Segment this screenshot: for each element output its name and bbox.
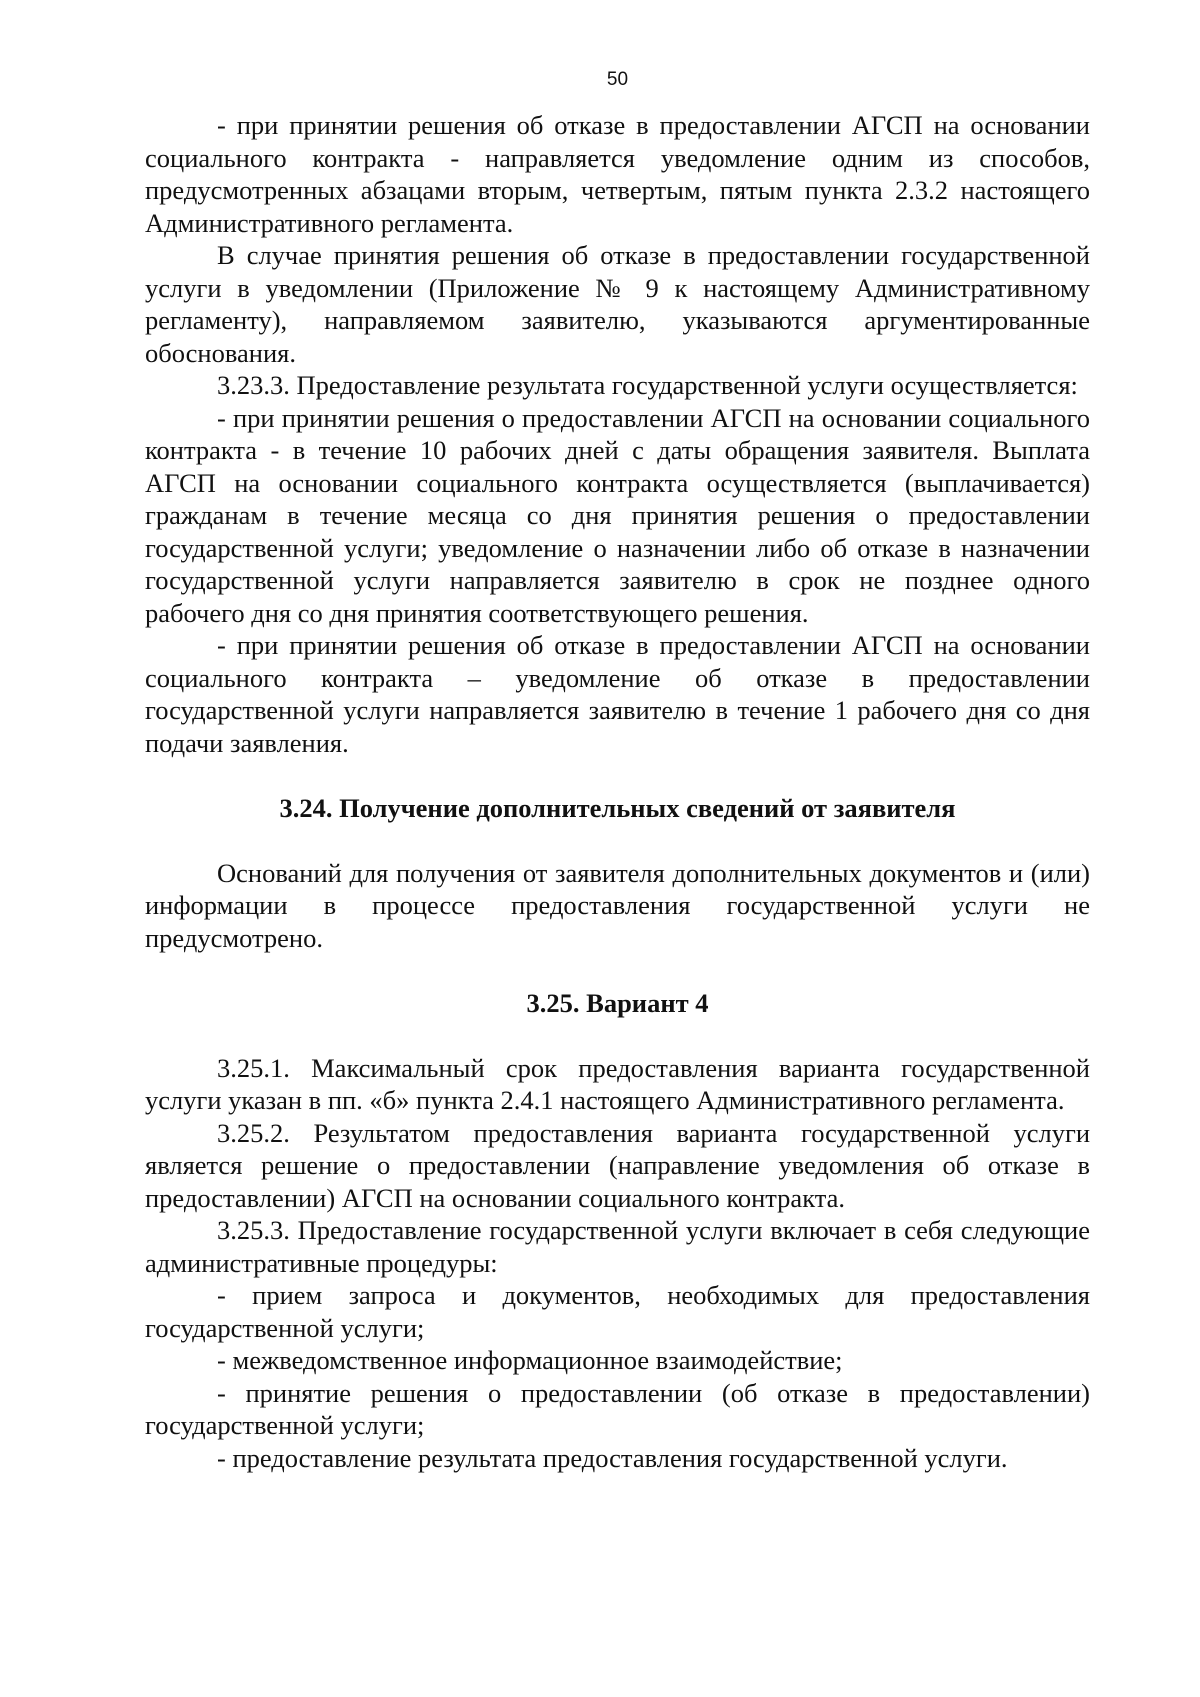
paragraph: - при принятии решения об отказе в предоставлении АГСП на основании социального контракта – уведомление об отказе в предоставлении государственной услуги направляется заявителю в течение 1 рабочего дня со дня подачи заявления.: [145, 630, 1090, 758]
paragraph: 3.25.1. Максимальный срок предоставления варианта государственной услуги указан в пп. «б» пункта 2.4.1 настоящего Административного регламента.: [145, 1052, 1090, 1115]
section-heading-3-25: 3.25. Вариант 4: [526, 987, 709, 1018]
paragraph: 3.25.3. Предоставление государственной услуги включает в себя следующие административные процедуры:: [145, 1215, 1090, 1278]
paragraph: В случае принятия решения об отказе в предоставлении государственной услуги в уведомлении (Приложение № 9 к настоящему Административному регламенту), направляемом заявителю, указываются аргументированные обоснования.: [145, 240, 1090, 368]
paragraph: - при принятии решения о предоставлении АГСП на основании социального контракта - в течение 10 рабочих дней с даты обращения заявителя. Выплата АГСП на основании социального контракта осуществляется (выплачивается) гражданам в течение месяца со дня принятия решения о предоставлении государственной услуги; уведомление о назначении либо об отказе в назначении государственной услуги направляется заявителю в срок не позднее одного рабочего дня со дня принятия соответствующего решения.: [145, 402, 1090, 628]
list-item: - предоставление результата предоставления государственной услуги.: [217, 1442, 1008, 1473]
section-heading-3-24: 3.24. Получение дополнительных сведений от заявителя: [279, 792, 956, 823]
list-item: - принятие решения о предоставлении (об отказе в предоставлении) государственной услуги;: [145, 1377, 1090, 1440]
paragraph: - при принятии решения об отказе в предоставлении АГСП на основании социального контракта - направляется уведомление одним из способов, предусмотренных абзацами вторым, четвертым, пятым пункта 2.3.2 настоящего Административного регламента.: [145, 110, 1090, 238]
paragraph: 3.25.2. Результатом предоставления варианта государственной услуги является решение о предоставлении (направление уведомления об отказе в предоставлении) АГСП на основании социального контракта.: [145, 1117, 1090, 1213]
list-item: - межведомственное информационное взаимодействие;: [217, 1345, 843, 1375]
paragraph: Оснований для получения от заявителя дополнительных документов и (или) информации в процессе предоставления государственной услуги не предусмотрено.: [145, 857, 1090, 953]
list-item: - прием запроса и документов, необходимых для предоставления государственной услуги;: [145, 1280, 1090, 1343]
paragraph: 3.23.3. Предоставление результата государственной услуги осуществляется:: [217, 370, 1078, 400]
document-page: [145, 68, 1090, 1474]
page-number: 50: [606, 69, 629, 90]
